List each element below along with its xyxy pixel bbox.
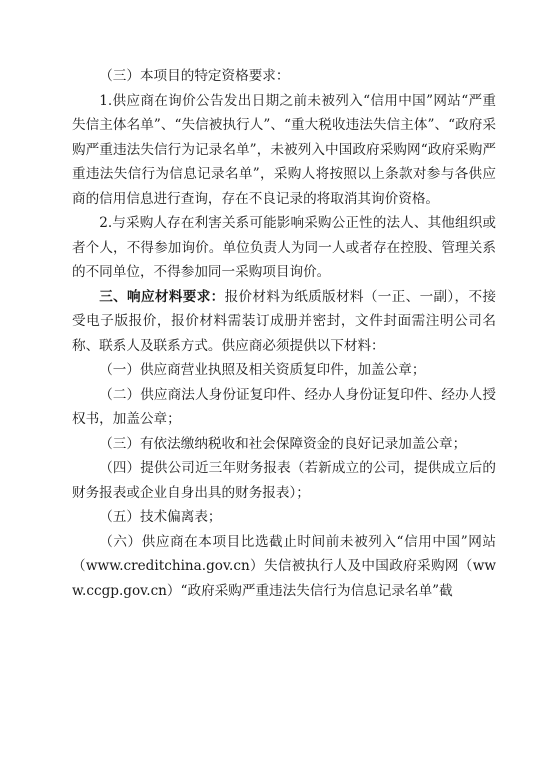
paragraph xyxy=(72,89,496,212)
document-body xyxy=(72,64,496,603)
paragraph-text: 2.与采购人存在利害关系可能影响采购公正性的法人、其他组织或者个人，不得参加询价。单位负责人为同一人或者存在控股、管理关系的不同单位，不得参加同一采购项目询价。 xyxy=(72,215,496,280)
paragraph-text: （三）本项目的特定资格要求： xyxy=(99,68,290,84)
paragraph xyxy=(72,530,496,604)
paragraph-text: （五）技术偏离表； xyxy=(99,509,222,525)
paragraph-text: 报价材料为纸质版材料（一正、一副），不接受电子版报价，报价材料需装订成册并密封，文件封面需注明公司名称、联系人及联系方式。供应商必须提供以下材料： xyxy=(72,288,497,354)
paragraph-text: （四）提供公司近三年财务报表（若新成立的公司，提供成立后的财务报表或企业自身出具的财务报表）； xyxy=(72,460,496,501)
paragraph-text: 1.供应商在询价公告发出日期之前未被列入“信用中国”网站“严重失信主体名单”、“失信被执行人”、“重大税收违法失信主体”、“政府采购严重违法失信行为记录名单”，未被列入中国政府采购网“政府采购严重违法失信行为信息记录名单”，采购人将按照以上条款对参与各供应商的信用信息进行查询，存在不良记录的将取消其询价资格。 xyxy=(72,92,496,207)
paragraph xyxy=(72,358,496,383)
paragraph xyxy=(72,383,496,432)
paragraph-text: （六）供应商在本项目比选截止时间前未被列入“信用中国”网站（www.creditchina.gov.cn）失信被执行人及中国政府采购网（www.ccgp.gov.cn）“政府采购严重违法失信行为信息记录名单”截 xyxy=(72,533,496,599)
paragraph-text: （一）供应商营业执照及相关资质复印件，加盖公章； xyxy=(99,362,426,378)
paragraph xyxy=(72,456,496,505)
paragraph xyxy=(72,211,496,285)
paragraph-text: （三）有依法缴纳税收和社会保障资金的良好记录加盖公章； xyxy=(99,435,467,452)
paragraph xyxy=(72,285,496,359)
paragraph xyxy=(72,432,496,457)
paragraph xyxy=(72,505,496,530)
paragraph-text: （二）供应商法人身份证复印件、经办人身份证复印件、经办人授权书，加盖公章； xyxy=(72,386,496,427)
section-heading: 三、响应材料要求： xyxy=(99,288,225,305)
paragraph xyxy=(72,64,496,89)
